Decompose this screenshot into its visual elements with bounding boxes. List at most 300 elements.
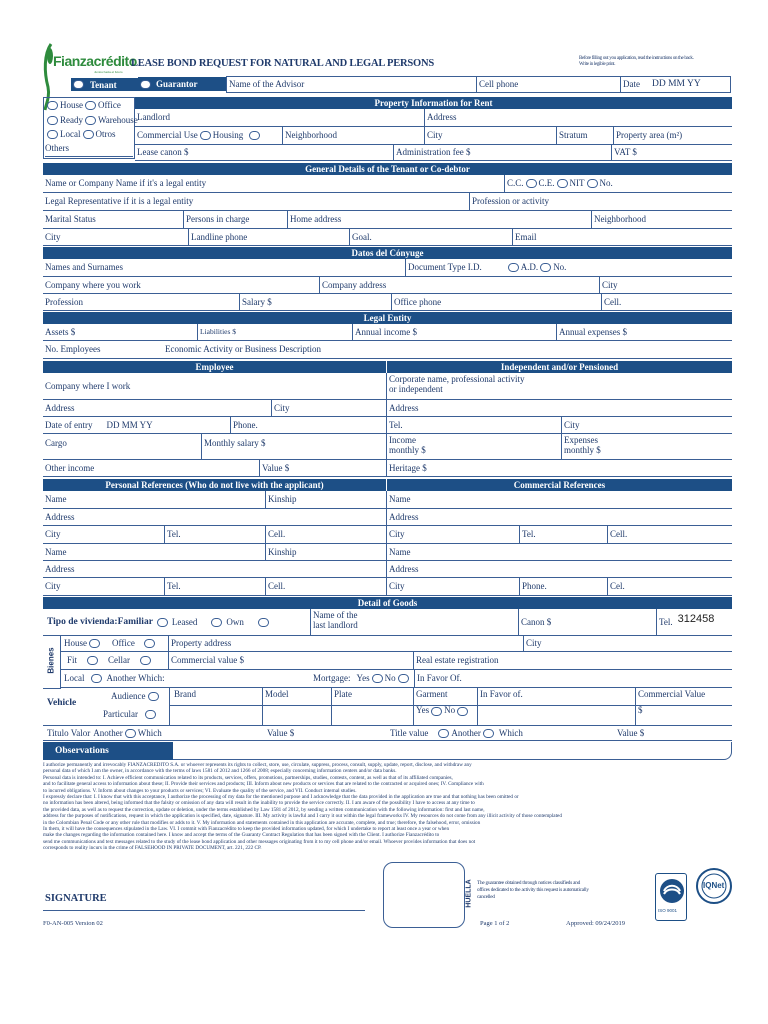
logo-tagline: Juntos hacia el futuro [94,70,123,74]
bienes-property-address-label: Property address [171,638,232,649]
property-row-2 [135,127,732,145]
property-address-label: Address [427,112,457,123]
corporate-name-label-2: or independent [389,384,443,395]
neighborhood-field[interactable] [283,127,425,144]
pref1-name-label: Name [45,494,67,505]
audience-option [111,691,161,701]
titulo-valor-label: Titulo Valor [47,727,91,738]
legal-line: and to facilitate general access to information about these; II. Provide their services and products; III. Inform about new products or services that are related to the contracted or acquired ones; IV. Compliance with [43,781,484,788]
cref1-name-field[interactable] [387,491,732,508]
independent-city-label: City [564,419,580,430]
observations-label-box [43,742,173,760]
title-value-radio[interactable] [438,729,449,738]
canon-field[interactable] [519,609,657,635]
bienes-city-label: City [526,638,542,649]
economic-activity-field[interactable] [163,341,732,358]
id-type-field [505,175,732,192]
property-city-label: City [427,130,443,141]
other-income-label: Other income [45,462,95,473]
signature-label: SIGNATURE [45,893,107,904]
legal-entity-row-2 [43,341,732,359]
tenant-neighborhood-label: Neighborhood [594,214,646,225]
nit-label: NIT [569,178,585,189]
vehicle-label: Vehicle [47,698,77,708]
spouse-company-field[interactable] [43,277,320,293]
pref1-cell-label: Cell. [268,529,286,540]
date-entry-format: DD MM YY [106,419,153,430]
landline-label: Landline phone [191,231,248,242]
tenant-city-field[interactable] [43,229,189,245]
particular-radio[interactable] [145,710,156,719]
mortgage-field [311,670,421,687]
office-label: Office [98,100,121,110]
employee-phone-field[interactable] [231,417,387,433]
signature-line[interactable] [43,910,365,911]
mortgage-no-radio[interactable] [398,674,409,683]
personal-refs-header: Personal References (Who do not live with the applicant) [43,479,386,491]
liabilities-label: Liabilities $ [200,326,237,336]
logo-text: Fianzacrédito [53,53,137,69]
vehicle-type [43,688,170,725]
admin-fee-field[interactable] [394,145,612,160]
house-label: House [60,100,83,110]
spouse-doc-field [406,259,732,276]
cref1-cell-label: Cell. [610,529,628,540]
titulo-value-field[interactable] [265,726,385,740]
ready-radio[interactable] [47,116,58,125]
bienes-local-label: Local [64,673,85,684]
pref2-city-label: City [45,581,61,592]
pref1-tel-field[interactable] [165,526,266,543]
mortgage-yes-radio[interactable] [372,674,383,683]
pref2-address-label: Address [45,563,75,574]
annual-income-field[interactable] [353,324,557,340]
cell-phone-label: Cell phone [479,79,519,90]
own-radio[interactable] [211,618,222,627]
admin-fee-label: Administration fee $ [396,147,471,158]
employment-row-5 [43,460,732,477]
titulo-valor-field [43,726,263,740]
spouse-cell-field[interactable] [602,294,732,310]
page-number: Page 1 of 2 [480,920,510,927]
brand-field[interactable] [170,688,263,725]
spouse-doc-label: Document Type I.D. [408,262,482,273]
employee-address-field[interactable] [43,400,272,416]
observations-label: Observations [55,746,109,756]
model-field[interactable] [263,688,332,725]
otros-radio[interactable] [83,130,94,139]
property-area-field[interactable] [614,127,732,144]
pref2-address-field[interactable] [43,561,387,577]
vehicle-value-field[interactable] [636,688,732,725]
cargo-field[interactable] [43,434,202,459]
title-another-label: Another [451,727,481,738]
tenant-option[interactable] [71,78,138,91]
landlord-field[interactable] [135,109,425,126]
email-field[interactable] [513,229,732,245]
cref2-city-field[interactable] [387,578,520,595]
assets-label: Assets $ [45,326,76,337]
property-info-header: Property Information for Rent [135,97,732,109]
lease-canon-field[interactable] [135,145,394,160]
company-work-label: Company where I work [45,380,131,391]
canon-label: Canon $ [521,616,552,627]
spouse-header: Datos del Cónyuge [43,247,732,259]
pref2-cell-label: Cell. [268,581,286,592]
bienes-office-label: Office [112,638,135,649]
title-which-label: Which [498,727,523,738]
property-city-field[interactable] [425,127,557,144]
refs-row-2 [43,509,732,526]
other-income-field[interactable] [43,460,260,476]
property-type-row1 [45,100,121,110]
title-another-radio[interactable] [483,729,494,738]
own-label: Own [226,616,244,627]
cref2-name-label: Name [389,546,411,557]
goods-tel-value: 312458 [677,612,715,625]
goods-header: Detail of Goods [43,597,732,609]
guarantor-radio[interactable] [140,80,151,89]
pref1-kinship-label: Kinship [268,494,297,505]
own-extra-radio[interactable] [258,618,269,627]
goods-tel-field[interactable] [657,609,732,635]
property-address-field[interactable] [425,109,732,126]
nit-radio[interactable] [587,179,598,188]
legal-line: in the Colombian Penal Code or any other rule that modifies or adds to it. V. My information and statements contained in this application are accurate, complete, and true; therefore, the falsehood, error, omission [43,819,481,826]
otros-label: Otros [95,129,116,139]
goods-row-1 [43,609,732,636]
pref2-name-label: Name [45,546,67,557]
cref2-name-field[interactable] [387,544,732,560]
pref2-kinship-field[interactable] [266,544,387,560]
vat-field[interactable] [612,145,732,160]
spouse-names-field[interactable] [43,259,406,276]
goal-field[interactable] [350,229,513,245]
independent-header: Independent and/or Pensioned [387,361,732,373]
pref2-city-field[interactable] [43,578,165,595]
legal-text [43,762,603,852]
profession-field[interactable] [470,193,732,210]
bienes-label: Bienes [46,647,56,674]
cell-phone-field[interactable] [477,77,621,92]
cref1-address-field[interactable] [387,509,732,525]
pref1-name-field[interactable] [43,491,266,508]
last-landlord-label-2: last landlord [313,620,358,631]
iqnet-cert-logo [695,866,733,920]
leased-radio[interactable] [157,618,168,627]
garment-no-radio[interactable] [457,707,468,716]
iso-cert-logo [655,873,687,921]
vehicle-value-label: Commercial Value [638,689,706,699]
bienes-another-label: Another Which: [106,673,165,684]
tenant-row-1 [43,175,732,193]
tenant-radio[interactable] [73,80,84,89]
form-title: LEASE BOND REQUEST FOR NATURAL AND LEGAL PERSONS [131,58,435,69]
spouse-salary-field[interactable] [240,294,392,310]
guarantor-label: Guarantor [156,79,198,89]
date-entry-label: Date of entry [45,419,93,430]
heritage-field[interactable] [387,460,732,476]
audience-radio[interactable] [148,692,159,701]
legal-line: send me communications and text messages related to the study of the lease bond application and other messages originating from it to my cell phone and/or email. Whoever provides information that does not [43,838,476,845]
commercial-use-radio[interactable] [200,131,211,140]
cref1-tel-field[interactable] [520,526,608,543]
cref2-phone-field[interactable] [520,578,608,595]
cref2-cel-label: Cel. [610,581,625,592]
email-label: Email [515,231,537,242]
spouse-ad-label: A.D. [520,262,539,273]
refs-row-4 [43,544,732,561]
particular-label: Particular [103,709,138,719]
ready-label: Ready [60,115,83,125]
bienes-local-another [61,670,301,687]
guarantor-option[interactable] [138,77,226,91]
observations-field[interactable] [173,742,732,760]
annual-expenses-label: Annual expenses $ [559,326,627,337]
persons-charge-field[interactable] [184,211,288,228]
titulo-another-radio[interactable] [125,729,136,738]
vat-label: VAT $ [614,147,637,158]
leased-label: Leased [171,616,198,627]
real-estate-label: Real estate registration [416,655,499,666]
bienes-fit-radio[interactable] [87,656,98,665]
other-income-value-field[interactable] [260,460,387,476]
cref1-city-field[interactable] [387,526,520,543]
refs-row-6 [43,578,732,596]
warehouse-radio[interactable] [85,116,96,125]
refs-row-1 [43,491,732,509]
legal-entity-header: Legal Entity [43,312,732,324]
ce-radio[interactable] [557,179,568,188]
independent-address-field[interactable] [387,400,732,416]
tenant-city-label: City [45,231,61,242]
goal-label: Goal. [352,231,372,242]
fingerprint-box[interactable] [383,862,465,928]
bienes-city-field[interactable] [524,636,732,651]
cref2-address-label: Address [389,563,419,574]
ce-label: C.E. [538,178,555,189]
pref1-city-label: City [45,529,61,540]
employment-row-3 [43,417,732,434]
garment-no-label: No [444,705,456,716]
pref1-address-field[interactable] [43,509,387,525]
legal-line: no information has been altered, being informed that the falsity or omission of any data will result in the inability to provide the service correctly. II. I am aware of the possibility I have to access at any time to [43,800,475,807]
bienes-office-radio[interactable] [144,639,155,648]
tenant-details-header: General Details of the Tenant or Co-debtor [43,163,732,175]
monthly-salary-label: Monthly salary $ [204,438,266,448]
bienes-row-2 [61,652,732,670]
bienes-cellar-label: Cellar [108,655,131,666]
pref2-cell-field[interactable] [266,578,387,595]
spouse-profession-field[interactable] [43,294,240,310]
mortgage-label: Mortgage: [313,673,351,684]
commercial-refs-header: Commercial References [387,479,732,491]
tenant-row-4 [43,229,732,246]
mortgage-in-favor-label: In Favor Of. [417,673,462,684]
vehicle-subheader-rule [170,705,732,706]
legal-line: personal data of which I am the owner, in accordance with the terms of laws 1581 of 2012 and 1266 of 2008; especially concerning information centers and/or data banks. [43,768,397,775]
date-field[interactable] [621,77,732,92]
employee-city-field[interactable] [272,400,387,416]
spouse-company-address-label: Company address [322,279,387,290]
office-radio[interactable] [85,101,96,110]
vehicle-in-favor-field[interactable] [478,688,636,725]
instructions-note: Before filling out you application, read the instructions on the back. Write in legible print. [579,56,694,67]
economic-activity-label: Economic Activity or Business Description [165,344,321,355]
monthly-salary-field[interactable] [202,434,387,459]
stratum-label: Stratum [559,130,588,141]
pref1-tel-label: Tel. [167,529,181,540]
refs-row-3 [43,526,732,544]
garment-yes-label: Yes [416,705,430,716]
pref1-address-label: Address [45,511,75,522]
brand-label: Brand [174,689,196,699]
pref2-tel-field[interactable] [165,578,266,595]
advisor-row [226,76,731,93]
refs-row-5 [43,561,732,578]
expenses-field[interactable] [562,434,732,459]
cref2-phone-label: Phone. [522,581,547,592]
bienes-row-1 [61,636,732,652]
spouse-no-radio[interactable] [540,263,551,272]
corporate-name-field[interactable] [387,373,732,399]
employees-field[interactable] [43,341,163,358]
titulo-value-label: Value $ [267,727,295,738]
legal-rep-field[interactable] [43,193,470,210]
cargo-label: Cargo [45,438,67,448]
pref2-name-field[interactable] [43,544,266,560]
stratum-field[interactable] [557,127,614,144]
heritage-label: Heritage $ [389,462,427,473]
real-estate-field[interactable] [414,652,732,669]
pref1-kinship-field[interactable] [266,491,387,508]
advisor-field[interactable] [227,77,477,92]
title-value-field [388,726,608,740]
property-row-1 [135,109,732,127]
bienes-house-radio[interactable] [89,639,100,648]
home-address-field[interactable] [288,211,592,228]
bienes-fit-label: Fit [67,655,78,666]
employee-phone-label: Phone. [233,419,258,430]
model-label: Model [265,689,289,699]
spouse-ad-radio[interactable] [508,263,519,272]
spouse-city-field[interactable] [600,277,732,293]
spouse-row-1 [43,259,732,277]
mortgage-in-favor-field[interactable] [414,670,732,687]
landline-field[interactable] [189,229,350,245]
annual-income-label: Annual income $ [355,326,417,337]
house-radio[interactable] [47,101,58,110]
housing-radio[interactable] [249,131,260,140]
independent-tel-field[interactable] [387,417,562,433]
housing-type-field [43,609,311,635]
cref1-cell-field[interactable] [608,526,732,543]
vehicle-in-favor-label: In Favor of. [480,689,523,699]
liabilities-field[interactable] [198,324,353,340]
spouse-company-label: Company where you work [45,279,141,290]
title-value-amount-field[interactable] [615,726,732,740]
iqnet-cert-text: IQNet [703,881,725,890]
bienes-fit-cellar [61,652,169,669]
date-entry-field[interactable] [43,417,231,433]
garment-label: Garment [416,689,448,699]
last-landlord-label-1: Name of the [313,610,358,620]
tenant-neighborhood-field[interactable] [592,211,732,228]
garment-yes-radio[interactable] [431,707,442,716]
tenant-row-2 [43,193,732,211]
plate-field[interactable] [332,688,414,725]
legal-line: the provided data, as well as to request the correction, update or deletion, under the terms established by Law 1581 of 2012, by sending a written communication with the following information: first and last name, [43,806,485,813]
goods-tel-label: Tel. [659,616,673,627]
pref1-cell-field[interactable] [266,526,387,543]
pref2-kinship-label: Kinship [268,546,297,557]
bienes-cellar-radio[interactable] [140,656,151,665]
cc-label: C.C. [507,178,524,189]
cref2-city-label: City [389,581,405,592]
bienes-property-address-field[interactable] [169,636,524,651]
tenant-row-3 [43,211,732,229]
spouse-city-label: City [602,279,618,290]
cref2-address-field[interactable] [387,561,732,577]
neighborhood-label: Neighborhood [285,130,337,141]
garment-yes-no [416,705,477,715]
garment-field[interactable] [414,688,478,725]
vehicle-value-dollar: $ [638,705,643,716]
approved-date: Approved: 09/24/2019 [566,920,626,927]
company-work-field[interactable] [43,373,387,399]
profession-label: Profession or activity [472,196,549,207]
last-landlord-field[interactable] [311,609,519,635]
employee-header: Employee [43,361,386,373]
bienes-local-radio[interactable] [91,674,102,683]
titulo-another-label: Another [93,727,123,738]
legal-line: In them, it will have the consequences stipulated in the Law. VI. I commit with Fianzacrédito to keep the provided information updated, for which I undertake to report at least once a year or when [43,826,450,833]
income-label-2: monthly $ [389,445,426,456]
legal-line: corresponds to reality incurs in the crime of FALSEHOOD IN PRIVATE DOCUMENT, art. 221, 222 CP. [43,845,262,852]
marital-label: Marital Status [45,214,96,225]
annual-expenses-field[interactable] [557,324,732,340]
assets-field[interactable] [43,324,198,340]
spouse-office-phone-field[interactable] [392,294,602,310]
others-field[interactable] [45,143,133,157]
tenant-name-field[interactable] [43,175,505,192]
legal-entity-row-1 [43,324,732,341]
income-field[interactable] [387,434,562,459]
cref2-cel-field[interactable] [608,578,732,595]
bienes-commercial-value-label: Commercial value $ [171,655,244,666]
id-number-label: No. [599,178,613,189]
property-type-row2 [45,115,138,125]
vehicle-row [43,688,732,726]
spouse-row-2 [43,277,732,294]
cc-radio[interactable] [526,179,537,188]
independent-city-field[interactable] [562,417,732,433]
spouse-no-label: No. [553,262,567,273]
spouse-row-3 [43,294,732,311]
mortgage-yes-label: Yes [356,673,370,684]
plate-label: Plate [334,689,352,699]
local-radio[interactable] [47,130,58,139]
spouse-company-address-field[interactable] [320,277,600,293]
property-type-row3 [45,129,116,139]
pref1-city-field[interactable] [43,526,165,543]
marital-field[interactable] [43,211,184,228]
employees-label: No. Employees [45,344,101,355]
home-address-label: Home address [290,214,342,225]
local-label: Local [60,129,81,139]
bienes-commercial-value-field[interactable] [169,652,414,669]
legal-line: to incurred obligations. V. Inform about changes to your products or services; VI. Evaluate the quality of the service, and VII. Conduct internal studies. [43,787,357,794]
